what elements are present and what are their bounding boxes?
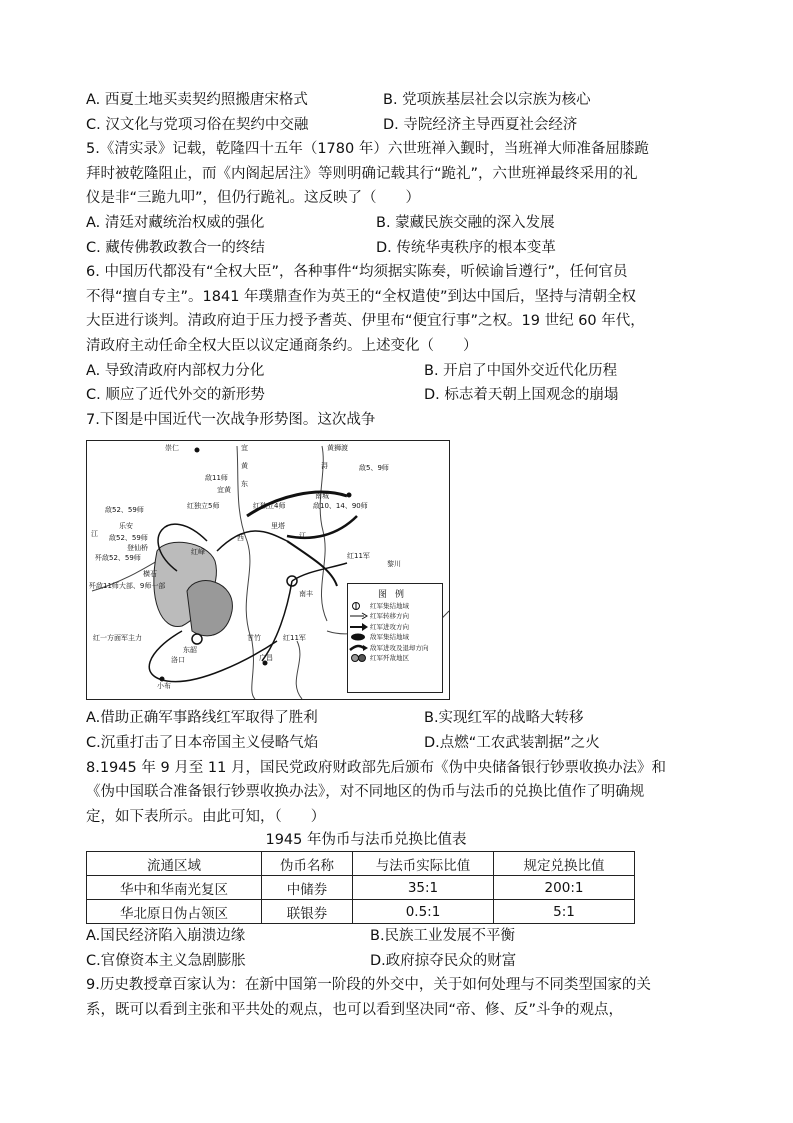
q5-stem-line2: 拜时被乾隆阻止，而《内阁起居注》等则明确记载其行“跪礼”，六世班禅最终采用的礼 xyxy=(86,165,638,182)
map-label-hengshi: 横石 xyxy=(143,570,157,579)
table-title: 1945 年伪币与法币兑换比值表 xyxy=(265,832,467,849)
q7-options-row1 xyxy=(86,706,716,731)
legend-item: 红军转移方向 xyxy=(348,611,442,622)
map-label-dong: 东 xyxy=(241,480,248,489)
battle-area-icon xyxy=(348,653,370,663)
q6-stem-line1: 6. 中国历代都没有“全权大臣”，各种事件“均须据实陈奏，听候谕旨遵行”，任何官员 xyxy=(86,264,628,281)
map-label-xi: 西 xyxy=(237,534,244,543)
map-label-xiaobu: 小布 xyxy=(157,682,171,691)
map-label-yi: 宜 xyxy=(241,444,248,453)
table-cell: 5:1 xyxy=(494,900,635,924)
map-label-hong1: 红一方面军主力 xyxy=(93,634,142,643)
enemy-gather-icon xyxy=(348,632,370,642)
map-label-hongfeng: 红峰 xyxy=(191,548,205,557)
q6-stem-line4: 清政府主动任命全权大臣以议定通商条约。上述变化（ ） xyxy=(86,337,478,354)
map-label-di59: 敌52、59师 xyxy=(105,506,144,515)
q7-options-row2 xyxy=(86,731,716,756)
q6-options-row2 xyxy=(86,383,716,408)
table-header: 伪币名称 xyxy=(262,852,353,876)
map-label-libu: 里塔 xyxy=(271,522,285,531)
q8-options-row1 xyxy=(86,924,716,949)
table-cell: 200:1 xyxy=(494,876,635,900)
exchange-rate-table xyxy=(86,851,635,924)
q6-stem-line3: 大臣进行谈判。清政府迫于压力授予耆英、伊里布“便宜行事”之权。19 世纪 60 年代， xyxy=(86,313,645,330)
q6-option-a: A. 导致清政府内部权力分化 xyxy=(86,362,265,379)
q4-option-a: A. 西夏土地买卖契约照搬唐宋格式 xyxy=(86,92,308,108)
table-cell: 中储券 xyxy=(262,876,353,900)
map-label-di5: 敌5、9师 xyxy=(359,464,389,473)
map-label-guangchang: 广昌 xyxy=(259,654,273,663)
town-dot xyxy=(192,634,202,644)
map-label-xun: 浔 xyxy=(321,462,328,471)
river-line xyxy=(320,446,327,621)
q5-option-b: B. 蒙藏民族交融的深入发展 xyxy=(376,214,555,231)
table-cell: 0.5:1 xyxy=(353,900,494,924)
q4-options-row2 xyxy=(86,113,716,138)
transfer-arrow-icon xyxy=(348,611,370,621)
q4-option-b: B. 党项族基层社会以宗族为核心 xyxy=(383,92,591,108)
table-header-row xyxy=(87,852,635,876)
map-label-jiang: 江 xyxy=(91,530,98,539)
exam-page xyxy=(86,88,716,1023)
q7-option-c: C.沉重打击了日本帝国主义侵略气焰 xyxy=(86,734,319,751)
battle-area xyxy=(187,581,232,636)
red-army-route xyxy=(262,581,292,661)
map-label-di10: 敌10、14、90师 xyxy=(313,502,368,511)
map-label-hong11a: 红11军 xyxy=(347,552,370,561)
enemy-arrow-icon xyxy=(348,643,370,653)
table-header: 规定兑换比值 xyxy=(494,852,635,876)
q5-option-d: D. 传统华夷秩序的根本变革 xyxy=(376,239,556,256)
q6-options-row1 xyxy=(86,359,716,384)
table-cell: 联银券 xyxy=(262,900,353,924)
war-situation-map xyxy=(86,440,450,700)
red-army-route xyxy=(292,563,347,581)
q6-option-c: C. 顺应了近代外交的新形势 xyxy=(86,387,265,404)
q8-options-row2 xyxy=(86,949,716,974)
q6-stem-line2: 不得“擅自专主”。1841 年璞鼎查作为英王的“全权遣使”到达中国后，坚持与清朝全权 xyxy=(86,288,637,305)
q6-option-b: B. 开启了中国外交近代化历程 xyxy=(424,362,618,379)
legend-item: 红军进攻方向 xyxy=(348,621,442,632)
q4-option-c: C. 汉文化与党项习俗在契约中交融 xyxy=(86,116,309,133)
q8-stem-line1: 8.1945 年 9 月至 11 月，国民党政府财政部先后颁布《伪中央储备银行钞票收换办法》和 xyxy=(86,759,666,776)
table-row xyxy=(87,900,635,924)
q4-option-d: D. 寺院经济主导西夏社会经济 xyxy=(383,116,578,133)
q7-option-d: D.点燃“工农武装割据”之火 xyxy=(424,734,600,751)
map-label-di11b: 歼敌11师大部、9师一部 xyxy=(89,582,166,591)
q7-option-a: A.借助正确军事路线红军取得了胜利 xyxy=(86,710,318,727)
map-label-nanfeng: 南丰 xyxy=(299,590,313,599)
map-legend xyxy=(347,583,443,693)
q5-options-row2 xyxy=(86,236,716,261)
q5-option-a: A. 清廷对藏统治权威的强化 xyxy=(86,214,265,231)
q8-option-d: D.政府掠夺民众的财富 xyxy=(370,952,517,969)
map-label-di11: 敌11师 xyxy=(205,474,228,483)
q8-option-b: B.民族工业发展不平衡 xyxy=(370,928,516,945)
q8-stem-line3: 定，如下表所示。由此可知，（ ） xyxy=(86,808,326,825)
map-label-lichuan: 黎川 xyxy=(387,560,401,569)
map-label-jiang2: 江 xyxy=(299,532,306,541)
q5-option-c: C. 藏传佛教政教合一的终结 xyxy=(86,239,265,256)
map-label-huang: 黄 xyxy=(241,462,248,471)
map-label-diss: 敌52、59师 xyxy=(109,534,148,543)
map-label-yihuang: 宜黄 xyxy=(217,486,231,495)
q8-option-c: C.官僚资本主义急剧膨胀 xyxy=(86,952,246,969)
red-gather-icon xyxy=(348,601,370,611)
q7-option-b: B.实现红军的战略大转移 xyxy=(424,710,584,727)
legend-item: 敌军进攻及退却方向 xyxy=(348,642,442,653)
q4-options-row1 xyxy=(86,88,716,113)
legend-item: 红军歼敌地区 xyxy=(348,653,442,664)
red-army-route xyxy=(217,531,287,551)
map-label-hongdu5: 红独立5师 xyxy=(187,502,220,511)
map-label-huangshi: 黄狮渡 xyxy=(327,444,348,453)
legend-item: 红军集结地域 xyxy=(348,600,442,611)
q9-stem-line2: 系，既可以看到主张和平共处的观点，也可以看到坚决同“帝、修、反”斗争的观点， xyxy=(86,1002,624,1019)
q8-option-a: A.国民经济陷入崩溃边缘 xyxy=(86,928,246,945)
q5-stem-line1: 5.《清实录》记载，乾隆四十五年（1780 年）六世班禅入觐时，当班禅大师准备屈膝跪 xyxy=(86,141,649,158)
legend-title: 图例 xyxy=(377,590,412,601)
q9-stem-line1: 9.历史教授章百家认为：在新中国第一阶段的外交中，关于如何处理与不同类型国家的关 xyxy=(86,977,651,994)
table-cell: 华中和华南光复区 xyxy=(87,876,262,900)
q7-stem: 7.下图是中国近代一次战争形势图。这次战争 xyxy=(86,411,376,428)
table-header: 与法币实际比值 xyxy=(353,852,494,876)
table-cell: 华北原日伪占领区 xyxy=(87,900,262,924)
map-label-ganzhu: 甘竹 xyxy=(247,634,261,643)
table-cell: 35:1 xyxy=(353,876,494,900)
q8-stem-line2: 《伪中国联合准备银行钞票收换办法》，对不同地区的伪币与法币的兑换比值作了明确规 xyxy=(86,784,645,801)
map-label-dengxian: 登仙桥 xyxy=(127,544,148,553)
q5-options-row1 xyxy=(86,211,716,236)
map-label-hong11b: 红11军 xyxy=(283,634,306,643)
q6-option-d: D. 标志着天朝上国观念的崩塌 xyxy=(424,387,619,404)
table-header: 流通区域 xyxy=(87,852,262,876)
map-label-luokou: 洛口 xyxy=(171,656,185,665)
map-label-nancheng: 南城 xyxy=(315,492,329,501)
town-dot xyxy=(195,448,200,453)
map-label-hongdu4: 红独立4师 xyxy=(253,502,286,511)
q5-stem-line3: 仪是非“三跪九叩”，但仍行跪礼。这反映了（ ） xyxy=(86,190,421,207)
table-row xyxy=(87,876,635,900)
town-dot xyxy=(347,493,352,498)
attack-arrow-icon xyxy=(348,622,370,632)
map-label-chongren: 崇仁 xyxy=(165,444,179,453)
map-label-kyuan: 歼敌52、59师 xyxy=(95,554,141,563)
map-label-dongshao: 东韶 xyxy=(183,646,197,655)
map-label-lean: 乐安 xyxy=(119,522,133,531)
legend-item: 敌军集结地域 xyxy=(348,632,442,643)
border-line xyxy=(296,641,302,699)
